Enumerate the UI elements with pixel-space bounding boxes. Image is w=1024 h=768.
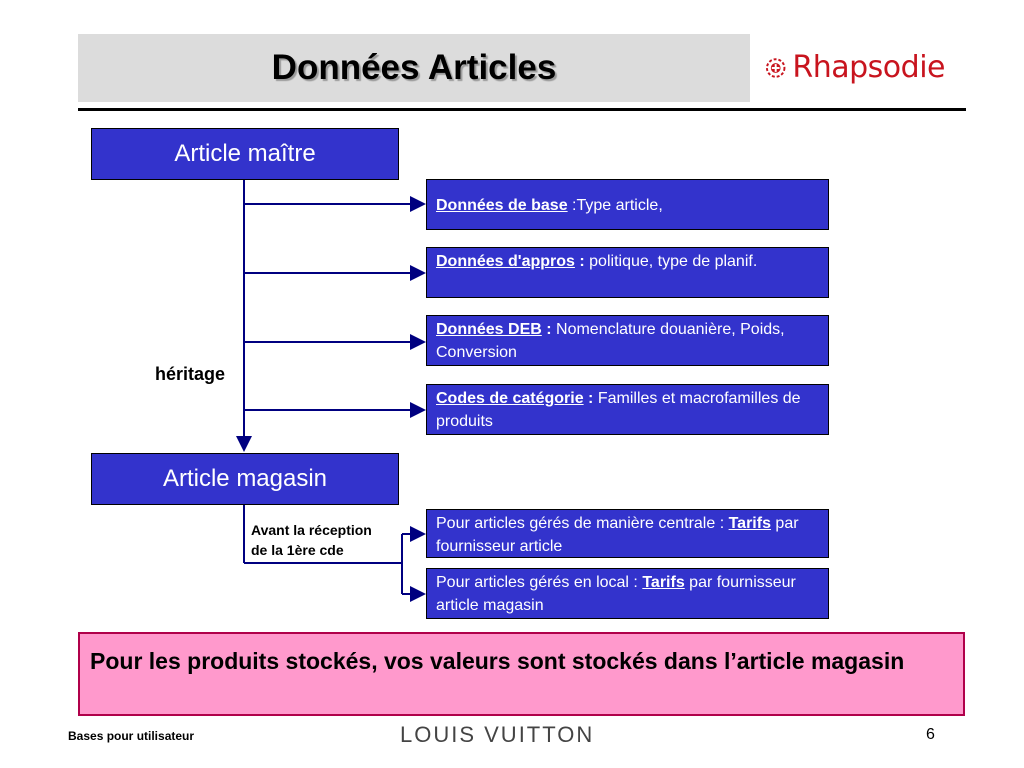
tarifs-local-text1: Pour articles gérés en local : xyxy=(436,574,643,591)
tarifs-central-text2: par fournisseur article xyxy=(436,515,799,555)
tarifs-central-box xyxy=(426,509,829,558)
article-maitre-box: Article maître xyxy=(91,128,399,180)
codes-categorie-sep: : xyxy=(583,390,598,407)
tarifs-local-box xyxy=(426,568,829,619)
donnees-appros-sep: : xyxy=(574,253,590,270)
donnees-base-link[interactable]: Données de base xyxy=(436,197,568,214)
callout-box: Pour les produits stockés, vos valeurs sont stockés dans l’article magasin xyxy=(78,632,965,716)
footer-brand: LOUIS VUITTON xyxy=(400,722,595,747)
tarifs-central-link[interactable]: Tarifs xyxy=(728,515,771,532)
tarifs-local-text2: par fournisseur article magasin xyxy=(436,574,796,614)
page-title: Données Articles xyxy=(271,48,557,87)
avant-reception-line2: de la 1ère cde xyxy=(251,542,344,558)
codes-categorie-box xyxy=(426,384,829,435)
donnees-deb-link[interactable]: Données DEB xyxy=(436,321,542,338)
footer-left-text: Bases pour utilisateur xyxy=(68,729,195,743)
page-number: 6 xyxy=(926,726,935,743)
donnees-deb-sep: : xyxy=(541,321,557,338)
tarifs-central-text1: Pour articles gérés de manière centrale : xyxy=(436,515,729,532)
heritage-label: héritage xyxy=(155,364,226,384)
article-magasin-box: Article magasin xyxy=(91,453,399,505)
donnees-appros-link[interactable]: Données d'appros xyxy=(436,253,575,270)
donnees-appros-box xyxy=(426,247,829,298)
tarifs-local-link[interactable]: Tarifs xyxy=(642,574,685,591)
donnees-base-text: :Type article, xyxy=(567,197,663,214)
codes-categorie-link[interactable]: Codes de catégorie xyxy=(436,390,584,407)
donnees-base-box xyxy=(426,179,829,230)
donnees-appros-text: politique, type de planif. xyxy=(589,253,758,270)
avant-reception-label xyxy=(251,520,372,560)
logo-text: Rhapsodie xyxy=(792,50,945,85)
donnees-deb-box xyxy=(426,315,829,366)
codes-categorie-text: Familles et macrofamilles de produits xyxy=(436,390,801,430)
avant-reception-line1: Avant la réception xyxy=(251,522,372,538)
donnees-deb-text: Nomenclature douanière, Poids, Conversion xyxy=(436,321,785,361)
